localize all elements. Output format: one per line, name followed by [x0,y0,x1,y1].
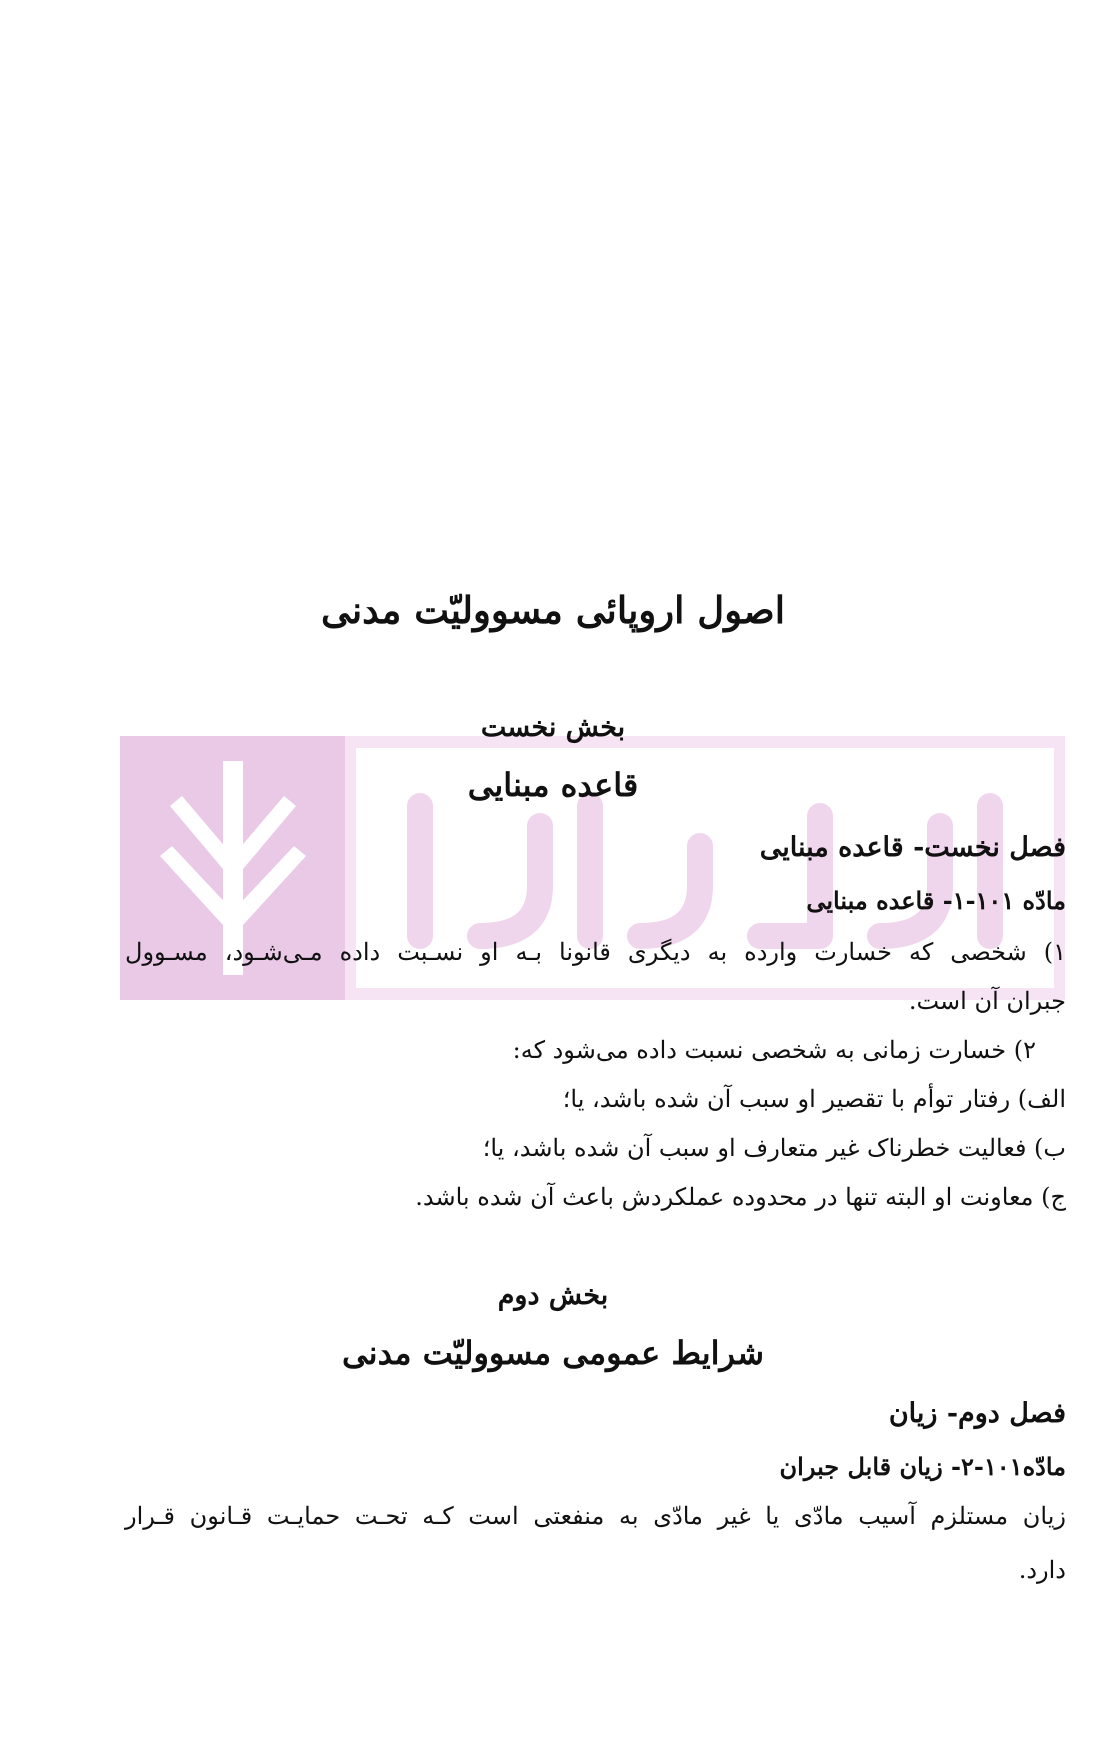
article-101-2-heading: مادّه۱۰۱-۲- زیان قابل جبران [779,1452,1066,1481]
article-101-1-heading: مادّه ۱۰۱-۱- قاعده مبنایی [806,886,1066,915]
para1-line1: ۱) شخصی که خسارت وارده به دیگری قانونا بـه او نسـبت داده مـی‌شـود، مسـوول [125,938,1066,966]
part1-label: بخش نخست [480,712,626,743]
part2-title: شرایط عمومی مسوولیّت مدنی [341,1334,764,1372]
item-a: الف) رفتار توأم با تقصیر او سبب آن شده باشد، یا؛ [562,1085,1066,1113]
part1-title: قاعده مبنایی [467,766,639,804]
para-damage-line2: دارد. [1018,1556,1066,1584]
main-title: اصول اروپائی مسوولیّت مدنی [320,588,786,632]
para1-line2: جبران آن است. [908,987,1066,1015]
item-c: ج) معاونت او البته تنها در محدوده عملکردش باعث آن شده باشد. [415,1183,1066,1211]
para-damage-line1: زیان مستلزم آسیب مادّی یا غیر مادّی به منفعتی است کـه تحـت حمایـت قـانون قـرار [125,1502,1066,1530]
item-b: ب) فعالیت خطرناک غیر متعارف او سبب آن شده باشد، یا؛ [482,1134,1066,1162]
part2-label: بخش دوم [497,1280,609,1311]
chapter-1-heading: فصل نخست- قاعده مبنایی [759,832,1066,863]
para2: ۲) خسارت زمانی به شخصی نسبت داده می‌شود که: [512,1036,1036,1064]
chapter-2-heading: فصل دوم- زیان [888,1398,1066,1429]
